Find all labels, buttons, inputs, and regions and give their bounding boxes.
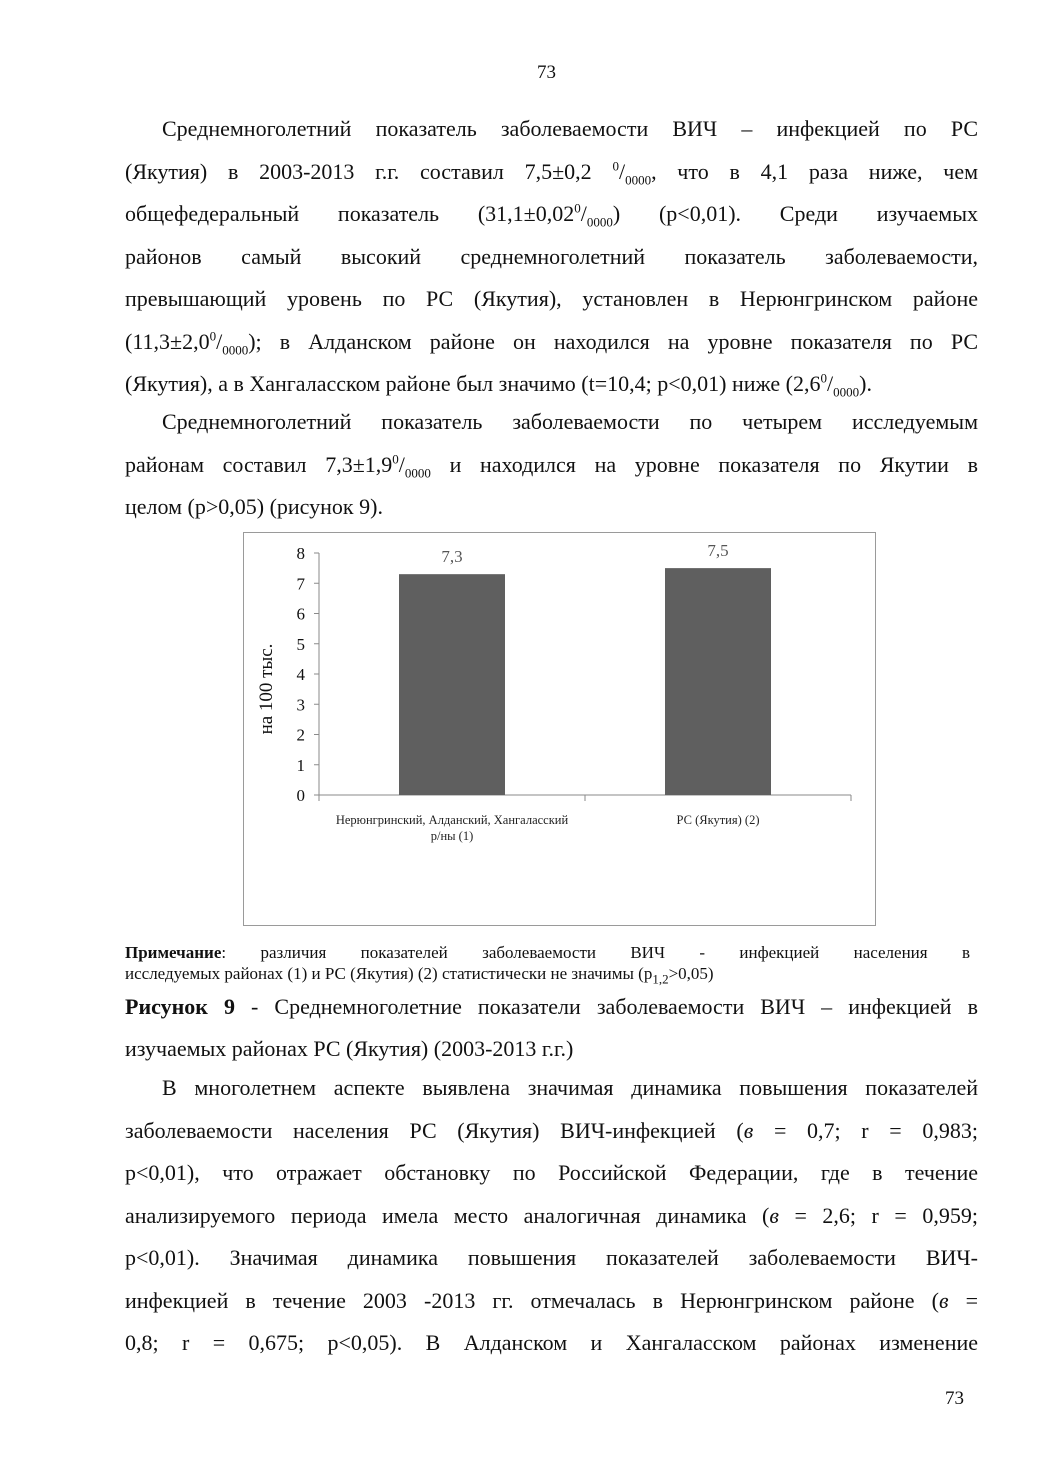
x-category-label: Нерюнгринский, Алданский, Хангаласский (335, 813, 569, 827)
caption-line-2: изучаемых районах РС (Якутия) (2003-2013 г.г.) (125, 1036, 574, 1061)
paragraph-1-line-3: общефедеральный показатель $(31,1\pm 0,02^0/_{0000})$ (p<0,01). Среди изучаемых (125, 200, 978, 230)
note-line-2: исследуемых районах (1) и РС (Якутия) (2) статистически не значимы $(p_{1,2}>0,05)$ (125, 964, 714, 987)
bar-chart (243, 532, 876, 926)
y-tick-label: 1 (296, 755, 305, 775)
data-label: 7,3 (441, 547, 463, 567)
paragraph-1-line-4: районов самый высокий среднемноголетний показатель заболеваемости, (125, 243, 978, 269)
y-tick-label: 0 (296, 786, 305, 805)
paragraph-3-line-2: заболеваемости населения РС (Якутия) ВИЧ-инфекцией (в = 0,7; r = 0,983; (125, 1117, 978, 1143)
page-number-top: 73 (537, 62, 556, 83)
bar (399, 574, 505, 795)
y-tick-label: 5 (296, 634, 305, 654)
y-axis-title: на 100 тыс. (256, 643, 277, 735)
y-tick-label: 4 (296, 665, 305, 684)
caption-line-1: Рисунок 9 - Среднемноголетние показатели заболеваемости ВИЧ – инфекцией в (125, 994, 978, 1019)
paragraph-2-line-2: районам составил $7,3\pm 1,9^0/_{0000}$ и находился на уровне показателя по Якутии в (125, 451, 979, 480)
paragraph-3-line-3: p<0,01), что отражает обстановку по Российской Федерации, где в течение (125, 1160, 978, 1185)
paragraph-3-line-6: инфекцией в течение 2003 -2013 гг. отмечалась в Нерюнгринском районе (в = (125, 1287, 978, 1313)
y-tick-label: 3 (296, 695, 305, 715)
bar (665, 568, 771, 795)
y-tick-label: 7 (296, 574, 305, 594)
paragraph-2 (125, 401, 978, 529)
page-number-bottom: 73 (945, 1388, 964, 1409)
paragraph-1-line-6: $(11,3\pm 2,0^0/_{0000})$; в Алданском районе он находился на уровне показателя по РС (125, 328, 978, 357)
paragraph-1-line-1: Среднемноголетний показатель заболеваемости ВИЧ – инфекцией по РС (162, 116, 978, 141)
paragraph-3-line-5: p<0,01). Значимая динамика повышения показателей заболеваемости ВИЧ- (125, 1245, 978, 1270)
paragraph-1-line-7: (Якутия), а в Хангаласском районе был значимо (t=10,4; p<0,01) ниже $(2,6^0/_{0000})$. (125, 370, 872, 400)
y-tick-label: 6 (296, 604, 305, 624)
paragraph-2-line-1: Среднемноголетний показатель заболеваемости по четырем исследуемым (162, 409, 978, 434)
paragraph-1 (125, 108, 978, 406)
paragraph-3-line-4: анализируемого периода имела место аналогичная динамика (в = 2,6; r = 0,959; (125, 1202, 978, 1228)
x-category-label: р/ны (1) (430, 829, 474, 843)
paragraph-3-line-7: 0,8; r = 0,675; p<0,05). В Алданском и Хангаласском районах изменение (125, 1330, 978, 1355)
paragraph-2-line-3: целом (p>0,05) (рисунок 9). (125, 494, 383, 519)
paragraph-1-line-5: превышающий уровень по РС (Якутия), установлен в Нерюнгринском районе (125, 286, 978, 311)
paragraph-1-line-2: (Якутия) в 2003-2013 г.г. составил 7,5±0,2 $^0/_{0000}$, что в 4,1 раза ниже, чем (125, 158, 979, 187)
figure-note (125, 942, 970, 987)
x-category-label: РС (Якутия) (2) (676, 813, 760, 827)
paragraph-3-line-1: В многолетнем аспекте выявлена значимая динамика повышения показателей (162, 1075, 978, 1100)
y-tick-label: 8 (296, 544, 305, 563)
data-label: 7,5 (707, 541, 729, 561)
note-line-1: Примечание: различия показателей заболеваемости ВИЧ - инфекцией населения в (125, 943, 970, 962)
figure-caption (125, 986, 978, 1070)
paragraph-3 (125, 1067, 978, 1365)
y-tick-label: 2 (296, 725, 305, 745)
chart-svg (244, 533, 875, 925)
